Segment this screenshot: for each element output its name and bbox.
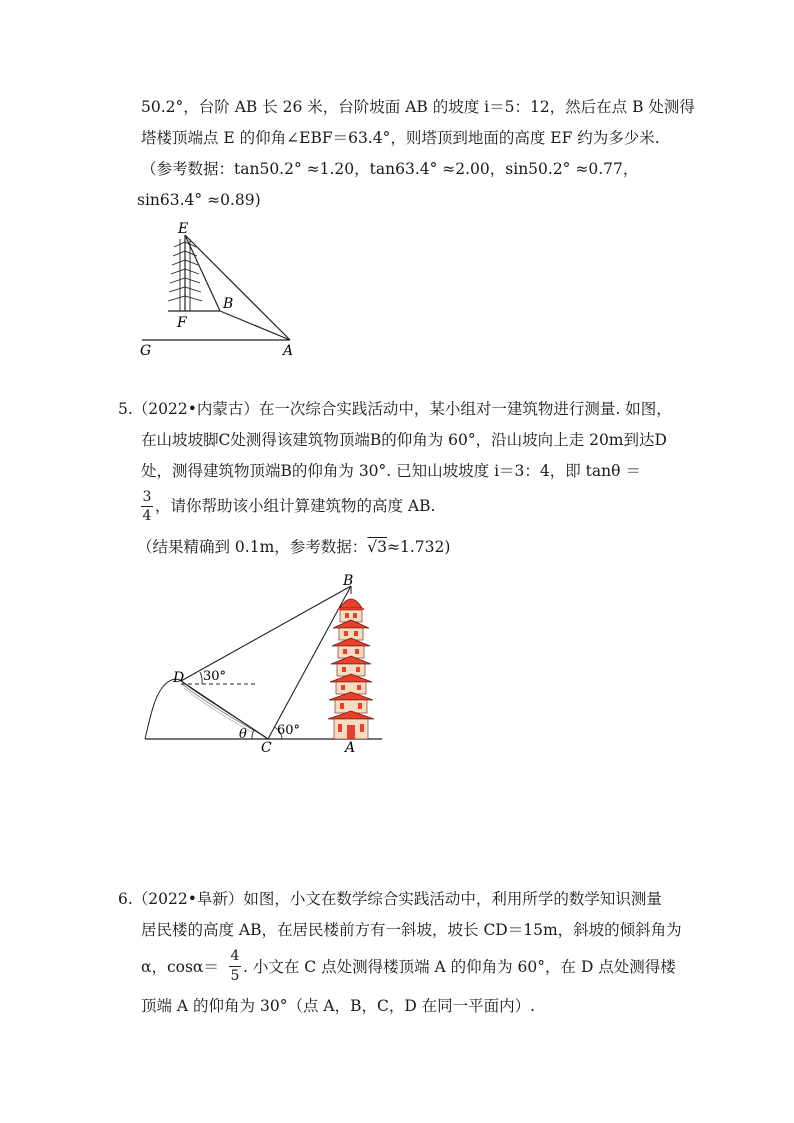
problem5-frac-den: 4 xyxy=(142,508,152,524)
problem5-figure xyxy=(140,568,390,760)
problem6-frac-den: 5 xyxy=(230,968,240,984)
label-A: A xyxy=(283,343,294,359)
problem6-line-3-post: . 小文在 C 点处测得楼顶端 A 的仰角为 60°，在 D 点处测得楼 xyxy=(243,958,676,976)
problem6-line-4: 顶端 A 的仰角为 30°（点 A，B，C，D 在同一平面内）. xyxy=(141,997,536,1015)
problem6-line-2: 居民楼的高度 AB，在居民楼前方有一斜坡，坡长 CD＝15m，斜坡的倾斜角为 xyxy=(141,921,682,939)
problem4-line-3: （参考数据：tan50.2° ≈1.20，tan63.4° ≈2.00，sin50.2° ≈0.77， xyxy=(141,160,639,178)
problem6-frac-num: 4 xyxy=(230,948,240,964)
label-E: E xyxy=(178,221,189,237)
label-angle-60: 60° xyxy=(277,723,301,738)
label-theta: θ xyxy=(239,727,247,742)
problem5-frac-bar xyxy=(141,506,153,507)
label-G: G xyxy=(140,343,152,359)
problem5-line-1: 5.（2022•内蒙古）在一次综合实践活动中，某小组对一建筑物进行测量. 如图， xyxy=(118,400,672,418)
line-E-A xyxy=(185,235,290,340)
problem4-line-1: 50.2°，台阶 AB 长 26 米，台阶坡面 AB 的坡度 i＝5：12，然后在点 B 处测得 xyxy=(141,98,695,116)
label-C: C xyxy=(261,740,272,756)
problem4-line-4: sin63.4° ≈0.89) xyxy=(137,191,261,209)
hill-outline xyxy=(145,679,268,739)
problem5-line-4: ，请你帮助该小组计算建筑物的高度 AB. xyxy=(155,497,436,515)
sqrt3-symbol: √3 xyxy=(367,538,388,556)
problem5-line-5 xyxy=(137,537,450,557)
label-angle-30: 30° xyxy=(203,669,227,684)
problem5-frac-num: 3 xyxy=(142,489,152,505)
label-B: B xyxy=(223,296,234,312)
problem4-figure xyxy=(130,215,310,365)
problem5-line-5-pre: （结果精确到 0.1m，参考数据： xyxy=(137,538,368,556)
label-A: A xyxy=(345,740,356,756)
label-F: F xyxy=(177,315,187,331)
line-D-C xyxy=(181,681,268,739)
label-B: B xyxy=(343,573,354,589)
problem6-line-1: 6.（2022•阜新）如图，小文在数学综合实践活动中，利用所学的数学知识测量 xyxy=(118,890,662,908)
problem4-line-2: 塔楼顶端点 E 的仰角∠EBF＝63.4°，则塔顶到地面的高度 EF 约为多少米. xyxy=(141,129,660,147)
line-B-A xyxy=(220,311,290,340)
label-D: D xyxy=(173,670,185,686)
problem6-frac-bar xyxy=(229,966,241,967)
problem5-line-5-post: ≈1.732) xyxy=(387,538,451,556)
problem5-line-2: 在山坡坡脚C处测得该建筑物顶端B的仰角为 60°，沿山坡向上走 20m到达D xyxy=(141,431,667,449)
problem5-line-3: 处，测得建筑物顶端B的仰角为 30°. 已知山坡坡度 i＝3：4，即 tanθ ＝ xyxy=(141,462,641,480)
problem6-line-3-pre: α，cosα＝ xyxy=(141,958,219,976)
pagoda-icon xyxy=(328,586,374,739)
